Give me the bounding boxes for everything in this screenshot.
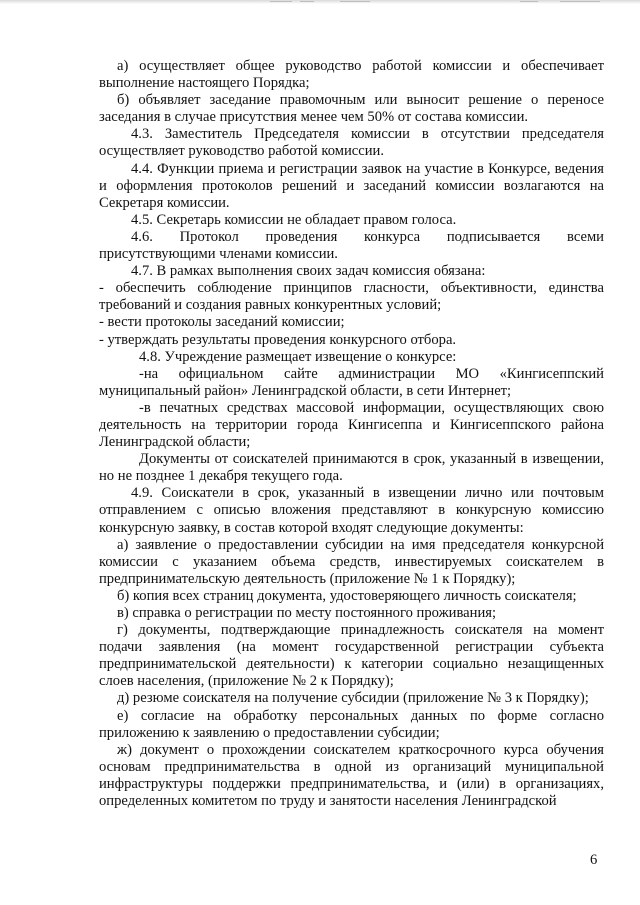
paragraph: в) справка о регистрации по месту постоянного проживания; [117,605,497,621]
paragraph: -на официальном сайте администрации МО «Кингисеппский муниципальный район» Ленинградской области, в сети Интернет; [99,365,604,399]
scan-artifacts [0,0,640,4]
paragraph: а) заявление о предоставлении субсидии на имя председателя конкурсной комиссии с указанием объема средств, инвестируемых соискателем в предпринимательскую деятельность (приложение № 1 к Порядку); [99,536,604,587]
paragraph: 4.7. В рамках выполнения своих задач комиссия обязана: [131,263,486,280]
paragraph: -в печатных средствах массовой информации, осуществляющих свою деятельность на территории города Кингисеппа и Кингисеппского района Ленинградской области; [99,399,604,451]
paragraph: 4.8. Учреждение размещает извещение о конкурсе: [139,348,457,365]
paragraph: д) резюме соискателя на получение субсидии (приложение № 3 к Порядку); [117,690,589,707]
paragraph: б) копия всех страниц документа, удостоверяющего личность соискателя; [117,587,577,604]
paragraph: - утверждать результаты проведения конкурсного отбора. [99,331,457,348]
paragraph: - обеспечить соблюдение принципов гласности, объективности, единства требований и создания равных конкурентных условий; [99,280,604,314]
paragraph: б) объявляет заседание правомочным или выносит решение о переносе заседания в случае присутствия менее чем 50% от состава комиссии. [99,92,604,126]
document-text [99,58,604,810]
paragraph: 4.3. Заместитель Председателя комиссии в отсутствии председателя осуществляет руководство работой комиссии. [99,126,604,160]
page-number: 6 [590,852,598,868]
paragraph: г) документы, подтверждающие принадлежность соискателя на момент подачи заявления (на момент государственной регистрации субъекта предпринимательской деятельности) к категории социально незащищенных слоев населения, (приложение № 2 к Порядку); [99,622,604,690]
paragraph: ж) документ о прохождении соискателем краткосрочного курса обучения основам предпринимательства в одной из организаций муниципальной инфраструктуры поддержки предпринимательства, и (или) в организациях, определенных комитетом по труду и занятости населения Ленинградской [99,741,604,810]
paragraph: Документы от соискателей принимаются в срок, указанный в извещении, но не позднее 1 декабря текущего года. [99,451,604,485]
paragraph: е) согласие на обработку персональных данных по форме согласно приложению к заявлению о предоставлении субсидии; [99,707,604,741]
paragraph: 4.4. Функции приема и регистрации заявок на участие в Конкурсе, ведения и оформления протоколов решений и заседаний комиссии возлагаются на Секретаря комиссии. [99,160,604,211]
paragraph: 4.6. Протокол проведения конкурса подписывается всеми присутствующими членами комиссии. [99,228,604,263]
paragraph: - вести протоколы заседаний комиссии; [99,314,345,331]
paragraph: а) осуществляет общее руководство работой комиссии и обеспечивает выполнение настоящего Порядка; [99,58,604,92]
paragraph: 4.9. Соискатели в срок, указанный в извещении лично или почтовым отправлением с описью вложения представляют в конкурсную комиссию конкурсную заявку, в состав которой входят следующие документы: [99,485,604,536]
paragraph: 4.5. Секретарь комиссии не обладает правом голоса. [131,211,457,228]
